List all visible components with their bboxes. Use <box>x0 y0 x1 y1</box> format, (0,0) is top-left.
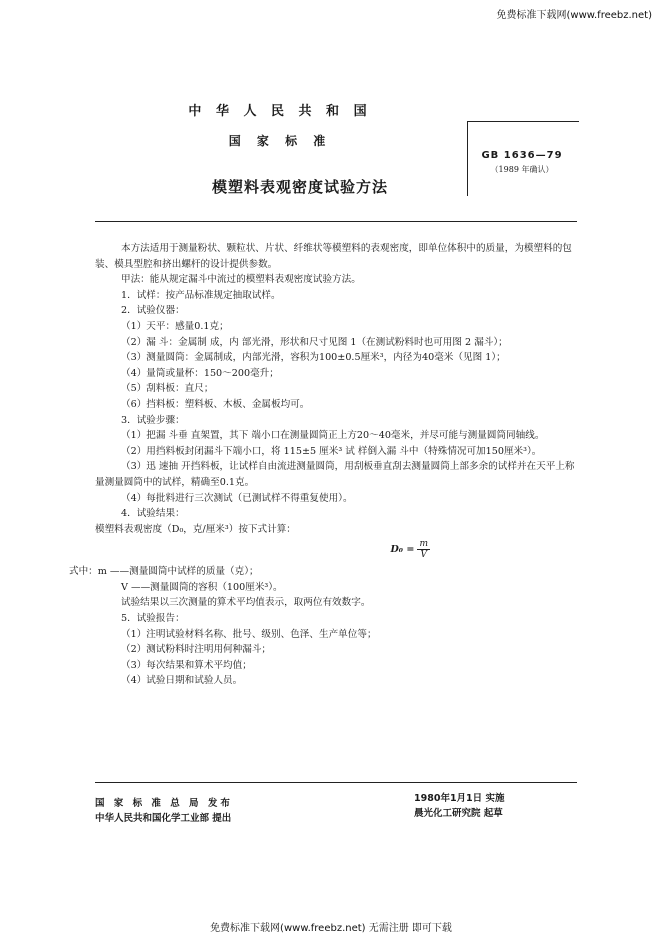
proposer: 中华人民共和国化学工业部 提出 <box>95 813 232 824</box>
list-item: （1）把漏 斗垂 直架置，其下 端小口在测量圆筒正上方20～40毫米，并尽可能与测量圆筒同轴线。 <box>121 430 545 442</box>
standard-code: GB 1636—79 <box>481 150 563 161</box>
section-5-heading: 5．试验报告： <box>121 613 185 625</box>
formula-description: 模塑料表观密度（D₀，克/厘米³）按下式计算： <box>95 523 296 535</box>
method-a: 甲法：能从规定漏斗中流过的模塑料表观密度试验方法。 <box>121 274 361 286</box>
drafter: 晨光化工研究院 起草 <box>414 808 503 819</box>
effective-date: 1980年1月1日 实施 <box>414 793 505 804</box>
where-v: V ——测量圆筒的容积（100厘米³）。 <box>121 581 283 593</box>
result-note: 试验结果以三次测量的算术平均值表示，取两位有效数字。 <box>121 597 371 609</box>
footer-divider <box>95 782 577 783</box>
list-item: （4）试验日期和试验人员。 <box>121 675 243 687</box>
list-item: （2）测试粉料时注明用何种漏斗； <box>121 644 272 656</box>
list-item: （4）每批料进行三次测试（已测试样不得重复使用）。 <box>121 492 353 504</box>
intro-paragraph: 本方法适用于测量粉状、颗粒状、片状、纤维状等模塑料的表观密度，即单位体积中的质量，为模塑料的包装、模具型腔和挤出螺杆的设计提供参数。 <box>95 243 572 270</box>
list-item: （2）漏 斗：金属制 成，内 部光滑，形状和尺寸见图 1（在测试粉料时也可用图 2 漏斗）； <box>121 336 508 348</box>
formula-numerator: m <box>419 539 428 550</box>
list-item: （2）用挡料板封闭漏斗下端小口，将 115±5 厘米³ 试 样倒入漏 斗中（特殊情况可加150厘米³）。 <box>121 445 542 457</box>
formula-lhs: D₀ = <box>390 544 415 556</box>
body-text <box>69 241 580 689</box>
country-heading: 中 华 人 民 共 和 国 <box>188 104 372 119</box>
density-formula <box>95 539 580 560</box>
document-title: 模塑料表观密度试验方法 <box>211 178 388 196</box>
section-3-heading: 3．试验步骤： <box>121 414 185 426</box>
list-item: （6）挡料板：塑料板、木板、金属板均可。 <box>121 398 310 410</box>
list-item: （5）刮料板：直尺； <box>121 383 214 395</box>
watermark-top: 免费标准下载网(www.freebz.net) <box>496 10 652 21</box>
section-1: 1．试样：按产品标准规定抽取试样。 <box>121 289 281 301</box>
section-4-heading: 4．试验结果： <box>121 508 185 520</box>
list-item: （1）注明试验材料名称、批号、级别、色泽、生产单位等； <box>121 628 377 640</box>
list-item: （3）测量圆筒：金属制成，内部光滑，容积为100±0.5厘米³，内径为40毫米（见图 1）； <box>121 352 506 364</box>
confirmation-note: （1989 年确认） <box>490 165 554 174</box>
section-2-heading: 2．试验仪器： <box>121 305 185 317</box>
list-item: （4）量筒或量杯：150～200毫升； <box>121 367 279 379</box>
issuer: 国 家 标 准 总 局 发布 <box>95 798 233 809</box>
formula-fraction <box>417 539 430 560</box>
where-m: 式中：m ——测量圆筒中试样的质量（克）； <box>69 566 259 578</box>
list-item: （3）每次结果和算术平均值； <box>121 659 252 671</box>
header-divider <box>95 221 577 222</box>
list-item: （1）天平：感量0.1克； <box>121 320 229 332</box>
list-item: （3）迅 速抽 开挡料板，让试样自由流进测量圆筒，用刮板垂直刮去测量圆筒上部多余的试样并在天平上称量测量圆筒中的试样，精确至0.1克。 <box>95 461 575 488</box>
standard-type-heading: 国 家 标 准 <box>228 134 332 148</box>
watermark-bottom: 免费标准下载网(www.freebz.net) 无需注册 即可下载 <box>210 923 452 934</box>
formula-denominator: V <box>420 550 427 561</box>
